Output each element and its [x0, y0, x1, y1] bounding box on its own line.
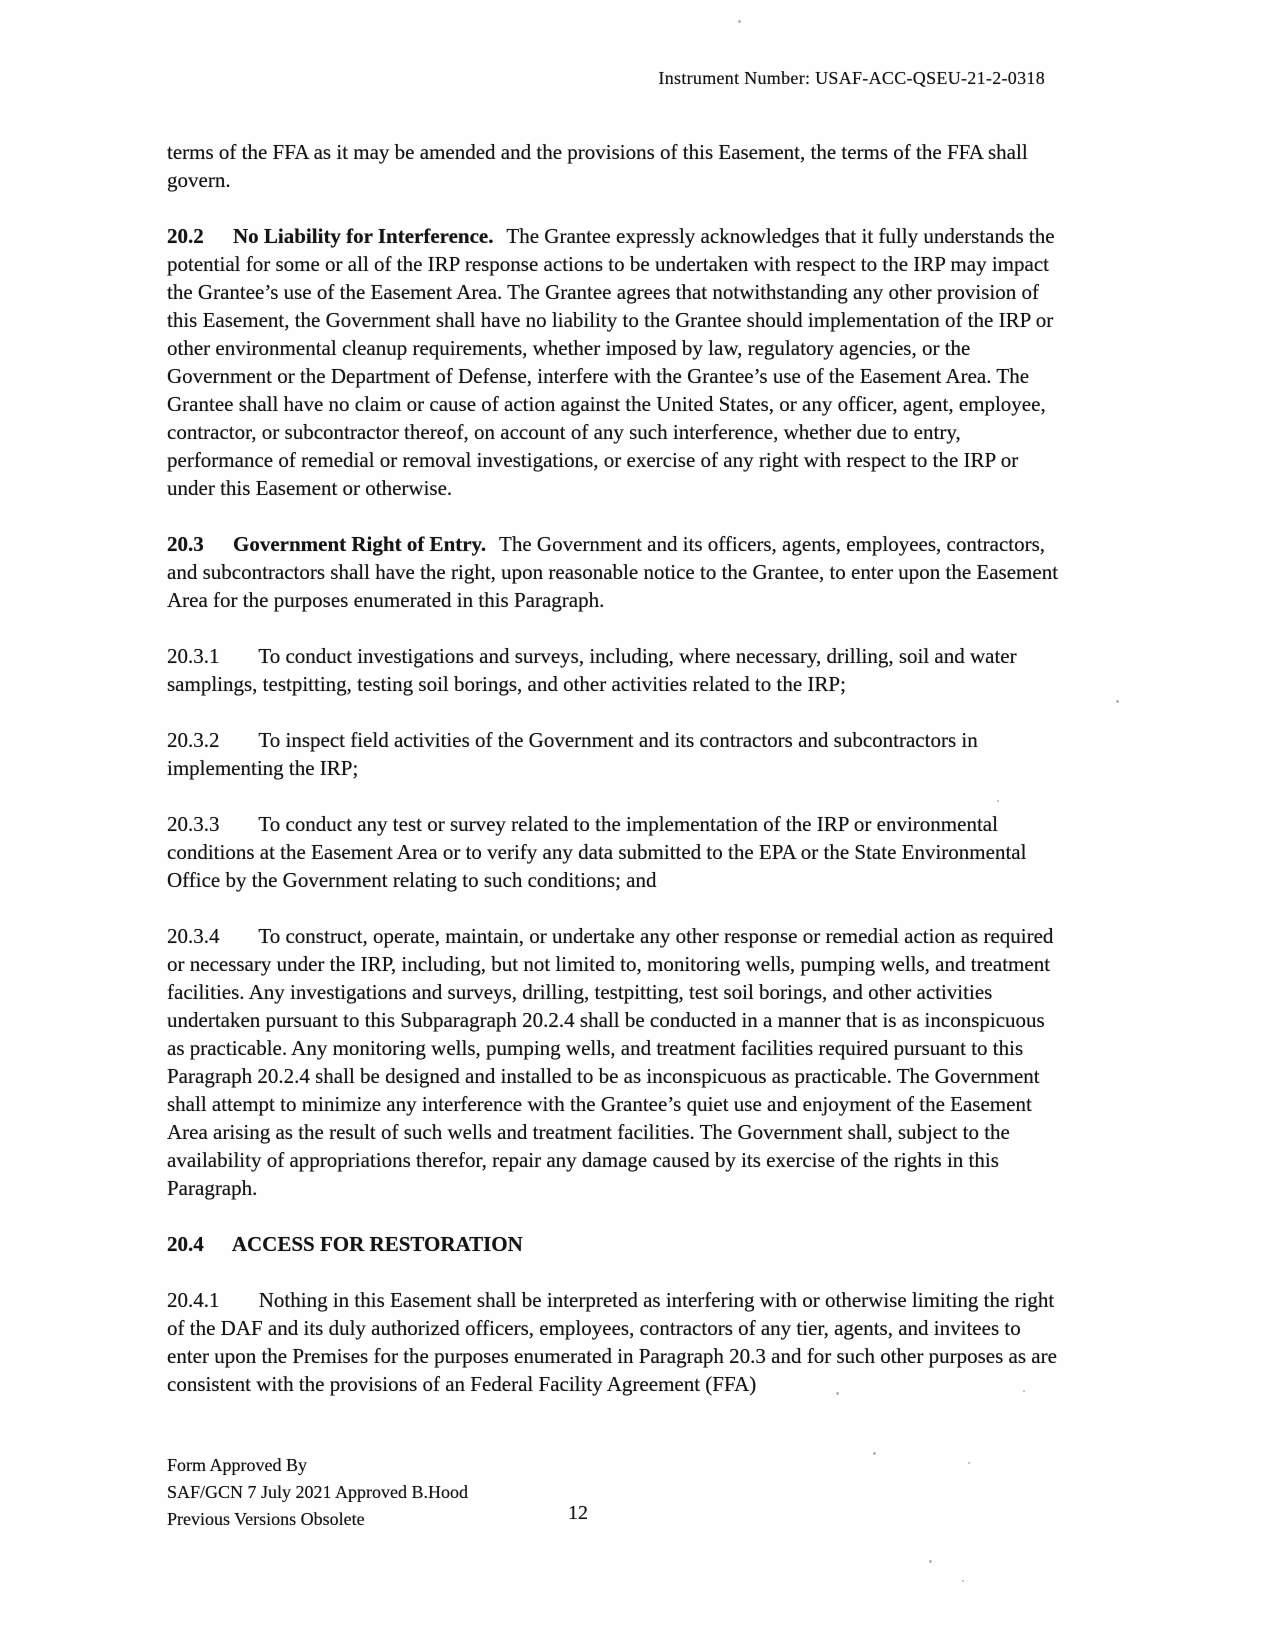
section-number: 20.3.3: [167, 812, 220, 836]
scan-speck: [968, 1462, 970, 1464]
footer-line-3: Previous Versions Obsolete: [167, 1509, 365, 1529]
section-body: To conduct investigations and surveys, including, where necessary, drilling, soil and water samplings, testpitting, testing soil borings, and other activities related to the IRP;: [167, 644, 1017, 696]
footer-line-2: SAF/GCN 7 July 2021 Approved B.Hood: [167, 1482, 469, 1502]
scan-speck: [836, 1392, 839, 1395]
scan-speck: [873, 1452, 876, 1455]
section-number: 20.3.4: [167, 924, 220, 948]
section-title: ACCESS FOR RESTORATION: [231, 1232, 523, 1256]
section-body: To construct, operate, maintain, or undertake any other response or remedial action as required or necessary under the IRP, including, but not limited to, monitoring wells, pumping wells, and treatment facilities. Any investigations and surveys, drilling, testpitting, test soil borings, and other activities undertaken pursuant to this Subparagraph 20.2.4 shall be conducted in a manner that is as inconspicuous as practicable. Any monitoring wells, pumping wells, and treatment facilities required pursuant to this Paragraph 20.2.4 shall be designed and installed to be as inconspicuous as practicable. The Government shall attempt to minimize any interference with the Grantee’s quiet use and enjoyment of the Easement Area arising as the result of such wells and treatment facilities. The Government shall, subject to the availability of appropriations therefor, repair any damage caused by its exercise of the rights in this Paragraph.: [167, 924, 1054, 1200]
section-body: Nothing in this Easement shall be interpreted as interfering with or otherwise limiting the right of the DAF and its duly authorized officers, employees, contractors of any tier, agents, and invitees to enter upon the Premises for the purposes enumerated in Paragraph 20.3 and for such other purposes as are consistent with the provisions of an Federal Facility Agreement (FFA): [167, 1288, 1057, 1396]
form-approval-footer: [167, 1452, 468, 1533]
section-body: To inspect field activities of the Government and its contractors and subcontractors in implementing the IRP;: [167, 728, 978, 780]
page-number: 12: [568, 1502, 588, 1524]
section-20-3: [167, 530, 1067, 614]
section-number: 20.2: [167, 224, 204, 248]
scan-speck: [738, 20, 741, 23]
section-20-2: [167, 222, 1067, 502]
section-title: No Liability for Interference.: [233, 224, 494, 248]
section-number: 20.3.1: [167, 644, 220, 668]
paragraph-continuation: [167, 138, 1067, 194]
section-20-3-3: [167, 810, 1067, 894]
section-body: The Grantee expressly acknowledges that it fully understands the potential for some or all of the IRP response actions to be undertaken with respect to the IRP may impact the Grantee’s use of the Easement Area. The Grantee agrees that notwithstanding any other provision of this Easement, the Government shall have no liability to the Grantee should implementation of the IRP or other environmental cleanup requirements, whether imposed by law, regulatory agencies, or the Government or the Department of Defense, interfere with the Grantee’s use of the Easement Area. The Grantee shall have no claim or cause of action against the United States, or any officer, agent, employee, contractor, or subcontractor thereof, on account of any such interference, whether due to entry, performance of remedial or removal investigations, or exercise of any right with respect to the IRP or under this Easement or otherwise.: [167, 224, 1055, 500]
scan-speck: [1116, 700, 1119, 703]
section-body: The Government and its officers, agents, employees, contractors, and subcontractors shall have the right, upon reasonable notice to the Grantee, to enter upon the Easement Area for the purposes enumerated in this Paragraph.: [167, 532, 1059, 612]
section-20-3-1: [167, 642, 1067, 698]
section-20-4-1: [167, 1286, 1067, 1398]
instrument-number-header: Instrument Number: USAF-ACC-QSEU-21-2-0318: [658, 68, 1045, 88]
section-20-3-4: [167, 922, 1067, 1202]
scan-speck: [962, 1580, 964, 1582]
scan-speck: [929, 1560, 932, 1563]
section-number: 20.4: [167, 1232, 204, 1256]
section-number: 20.4.1: [167, 1288, 220, 1312]
section-20-4-heading: [167, 1230, 1067, 1258]
footer-line-1: Form Approved By: [167, 1455, 308, 1475]
scan-speck: [997, 800, 999, 802]
scan-speck: [1023, 1390, 1025, 1392]
document-body: [167, 138, 1067, 1426]
section-20-3-2: [167, 726, 1067, 782]
section-body: To conduct any test or survey related to the implementation of the IRP or environmental conditions at the Easement Area or to verify any data submitted to the EPA or the State Environmental Office by the Government relating to such conditions; and: [167, 812, 1027, 892]
paragraph-continuation-text: terms of the FFA as it may be amended and the provisions of this Easement, the terms of the FFA shall govern.: [167, 140, 1028, 192]
section-number: 20.3: [167, 532, 204, 556]
section-number: 20.3.2: [167, 728, 220, 752]
section-title: Government Right of Entry.: [233, 532, 487, 556]
